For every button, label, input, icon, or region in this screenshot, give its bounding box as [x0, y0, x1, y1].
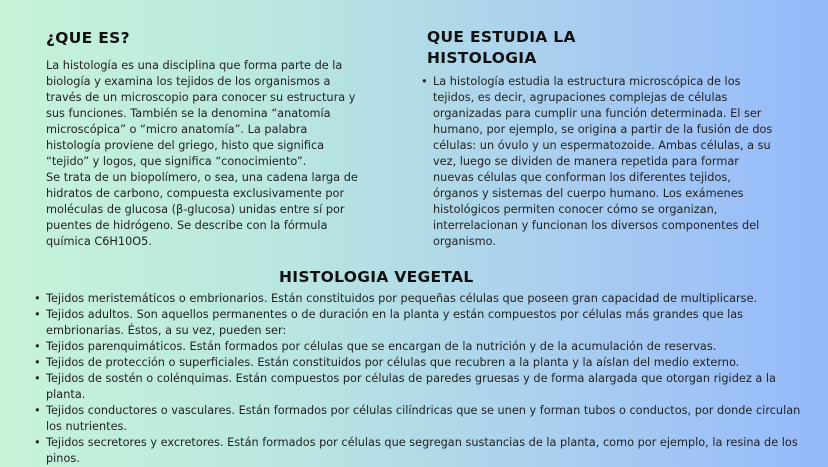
que-estudia-heading: QUE ESTUDIA LA HISTOLOGIA [427, 28, 576, 67]
que-es-heading: ¿QUE ES? [46, 29, 130, 47]
que-es-paragraph: Se trata de un biopolímero, o sea, una cadena larga de hidratos de carbono, compuesta exclusivamente por moléculas de glucosa (β-glucosa) unidas entre sí por puentes de hidrógeno. Se describe con la fórmula química C6H10O5. [46, 171, 358, 248]
que-estudia-list [416, 74, 776, 250]
histologia-vegetal-heading: HISTOLOGIA VEGETAL [279, 268, 474, 286]
histologia-vegetal-list [30, 291, 816, 467]
list-item: • Tejidos secretores y excretores. Están formados por células que segregan sustancias de la planta, como por ejemplo, la resina de los pinos. [30, 435, 816, 467]
que-es-text [46, 58, 364, 250]
que-es-paragraph: La histología es una disciplina que forma parte de la biología y examina los tejidos de los organismos a través de un microscopio para conocer su estructura y sus funciones. También se la denomina “anatomía microscópica” o “micro anatomía”. La palabra histología proviene del griego, histo que significa “tejido” y logos, que significa “conocimiento”. [46, 59, 356, 168]
list-item: • Tejidos adultos. Son aquellos permanentes o de duración en la planta y están compuestos por células más grandes que las embrionarias. Éstos, a su vez, pueden ser: [30, 307, 816, 339]
list-item: • Tejidos meristemáticos o embrionarios. Están constituidos por pequeñas células que poseen gran capacidad de multiplicarse. [30, 291, 816, 307]
list-item: • Tejidos parenquimáticos. Están formados por células que se encargan de la nutrición y de la acumulación de reservas. [30, 339, 816, 355]
list-item: • Tejidos de sostén o colénquimas. Están compuestos por células de paredes gruesas y de forma alargada que otorgan rigidez a la planta. [30, 371, 816, 403]
list-item: • Tejidos conductores o vasculares. Están formados por células cilíndricas que se unen y forman tubos o conductos, por donde circulan los nutrientes. [30, 403, 816, 435]
list-item: • Tejidos de protección o superficiales. Están constituidos por células que recubren a la planta y la aíslan del medio externo. [30, 355, 816, 371]
list-item: • La histología estudia la estructura microscópica de los tejidos, es decir, agrupaciones complejas de células organizadas para cumplir una función determinada. El ser humano, por ejemplo, se origina a partir de la fusión de dos células: un óvulo y un espermatozoide. Ambas células, a su vez, luego se dividen de manera repetida para formar nuevas células que conforman los diferentes tejidos, órganos y sistemas del cuerpo humano. Los exámenes histológicos permiten conocer cómo se organizan, interrelacionan y funcionan los diversos componentes del organismo. [416, 74, 776, 250]
